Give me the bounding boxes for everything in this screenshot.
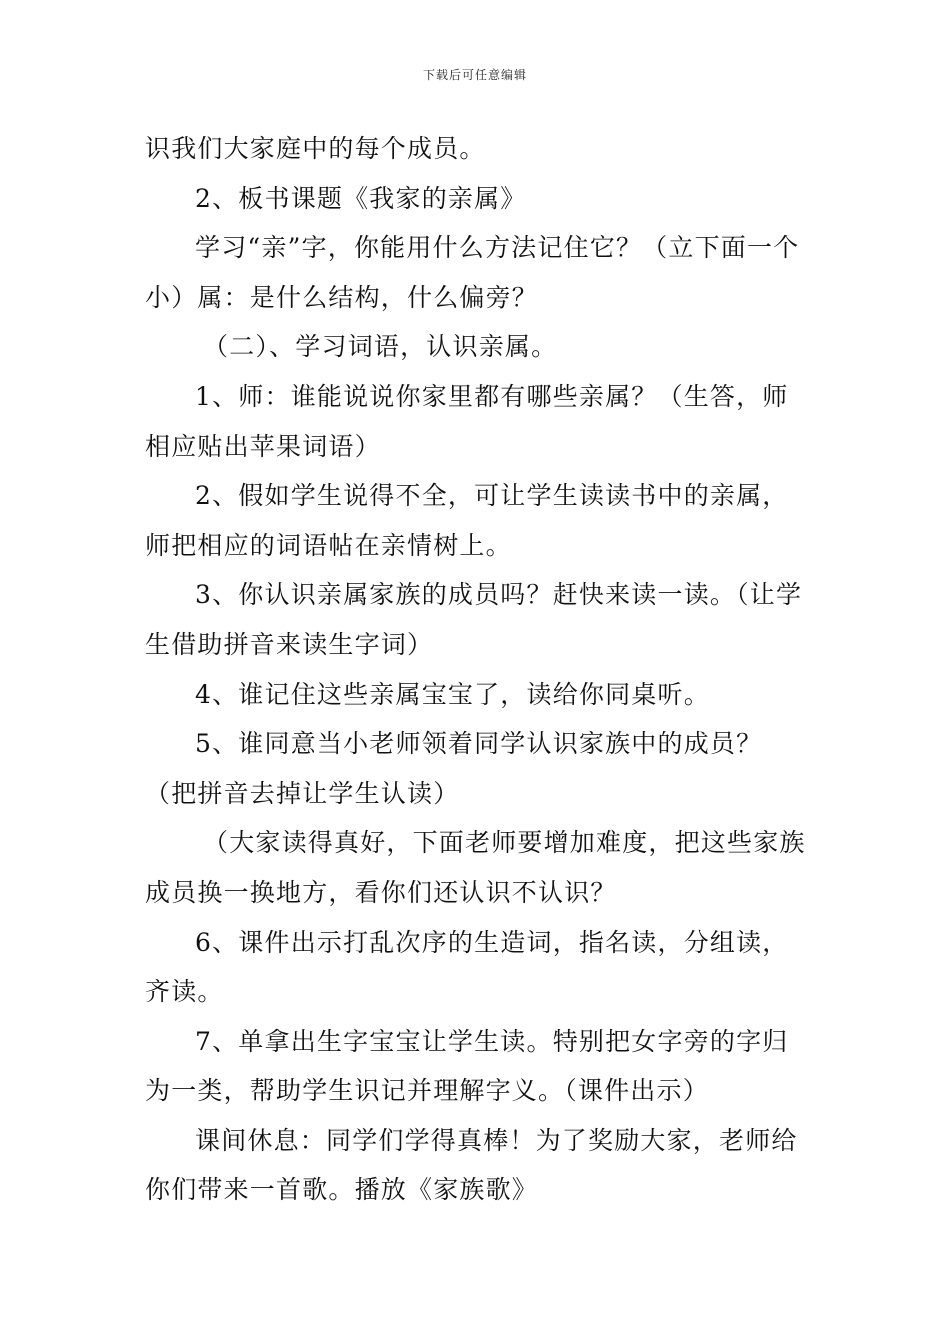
paragraph-10: （大家读得真好，下面老师要增加难度，把这些家族成员换一换地方，看你们还认识不认识？ [145,828,806,907]
paragraph-7: 3、你认识亲属家族的成员吗？赶快来读一读。（让学生借助拼音来读生字词） [145,580,803,659]
paragraph-6: 2、假如学生说得不全，可让学生读读书中的亲属，师把相应的词语帖在亲情树上。 [145,481,789,560]
paragraph-3: 学习“亲”字，你能用什么方法记住它？（立下面一个小）属：是什么结构，什么偏旁？ [145,233,800,312]
paragraph-4: （二）、学习词语，认识亲属。 [203,332,558,362]
paragraph-1: 识我们大家庭中的每个成员。 [145,134,486,163]
paragraph-11: 6、课件出示打乱次序的生造词，指名读，分组读，齐读。 [145,927,789,1007]
paragraph-13: 课间休息：同学们学得真棒！为了奖励大家，老师给你们带来一首歌。播放《家族歌》 [145,1125,798,1205]
page-header-note: 下载后可任意编辑 [422,68,527,82]
paragraph-9: 5、谁同意当小老师领着同学认识家族中的成员？（把拼音去掉让学生认读） [145,729,763,808]
document-body [145,124,810,1215]
paragraph-12: 7、单拿出生字宝宝让学生读。特别把女字旁的字归为一类，帮助学生识记并理解字义。（课件出示） [145,1026,789,1106]
paragraph-8: 4、谁记住这些亲属宝宝了，读给你同桌听。 [195,679,710,709]
paragraph-2: 2、板书课题《我家的亲属》 [195,183,527,213]
paragraph-5: 1、师：谁能说说你家里都有哪些亲属？（生答，师相应贴出苹果词语） [145,381,789,461]
